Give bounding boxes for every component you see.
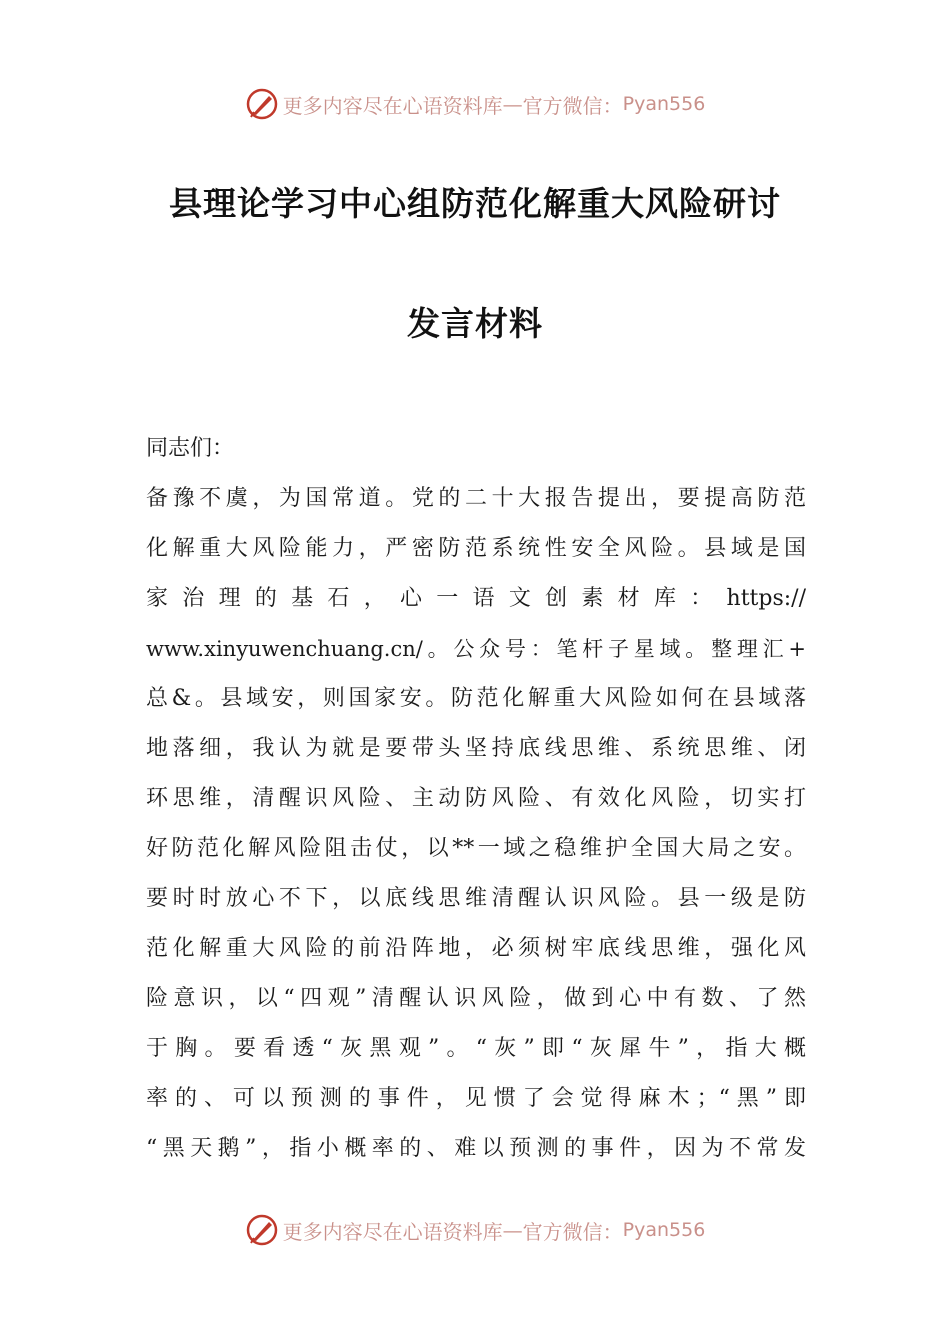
watermark-sub: 官方微信： — [522, 93, 623, 118]
header-watermark — [0, 84, 950, 124]
body-line: 于胸。要看透“灰黑观”。“灰”即“灰犀牛”，指大概 — [146, 1036, 806, 1061]
watermark-dash: — — [502, 92, 523, 116]
watermark-id: Pyan556 — [622, 93, 706, 115]
greeting: 同志们： — [146, 436, 235, 461]
watermark-id: Pyan556 — [622, 1219, 706, 1241]
body-line: 备豫不虞，为国常道。党的二十大报告提出，要提高防范 — [146, 486, 806, 511]
body-line: www.xinyuwenchuang.cn/。公众号：笔杆子星域。整理汇+ — [146, 637, 806, 661]
watermark-sub: 官方微信： — [522, 1219, 623, 1244]
body-line: 要时时放心不下，以底线思维清醒认识风险。县一级是防 — [146, 886, 806, 911]
quill-pen-logo-icon — [245, 1213, 279, 1247]
quill-pen-logo-icon — [245, 87, 279, 121]
body-line: 环思维，清醒识风险、主动防风险、有效化风险，切实打 — [146, 786, 806, 811]
body-line: 险意识，以“四观”清醒认识风险，做到心中有数、了然 — [146, 986, 806, 1011]
body-line: “黑天鹅”，指小概率的、难以预测的事件，因为不常发 — [146, 1136, 806, 1161]
body-line: 化解重大风险能力，严密防范系统性安全风险。县域是国 — [146, 536, 806, 561]
document-title-line-1: 县理论学习中心组防范化解重大风险研讨 — [169, 184, 781, 223]
watermark-dash: — — [502, 1218, 523, 1242]
document-title-line-2: 发言材料 — [407, 304, 543, 343]
body-line: 好防范化解风险阻击仗，以**一域之稳维护全国大局之安。 — [146, 836, 806, 861]
body-line: 总&。县域安，则国家安。防范化解重大风险如何在县域落 — [146, 686, 806, 711]
body-line: 地落细，我认为就是要带头坚持底线思维、系统思维、闭 — [146, 736, 806, 761]
footer-watermark — [0, 1210, 950, 1250]
body-line: 率的、可以预测的事件，见惯了会觉得麻木；“黑”即 — [146, 1086, 806, 1111]
body-line: 家治理的基石，心一语文创素材库：https:// — [146, 586, 806, 611]
watermark-text: 更多内容尽在心语资料库 — [282, 93, 503, 118]
watermark-text: 更多内容尽在心语资料库 — [282, 1219, 503, 1244]
body-line: 范化解重大风险的前沿阵地，必须树牢底线思维，强化风 — [146, 936, 806, 961]
